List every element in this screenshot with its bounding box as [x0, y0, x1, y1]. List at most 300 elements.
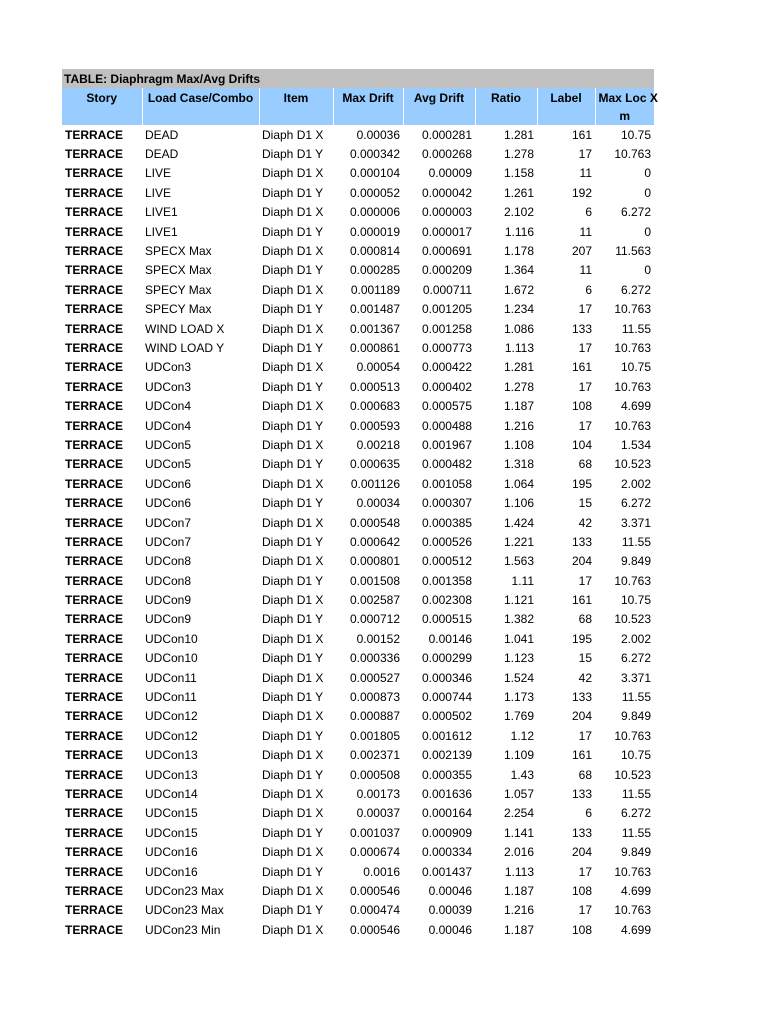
table-row	[62, 241, 654, 260]
ratio-cell: 1.178	[503, 244, 534, 259]
max-drift-cell: 0.000052	[349, 185, 400, 200]
max-loc-x-cell: 10.763	[614, 340, 652, 355]
table-row	[62, 823, 654, 842]
item-cell: Diaph D1 Y	[262, 864, 324, 879]
story-cell: TERRACE	[65, 612, 124, 627]
max-loc-x-cell: 2.002	[621, 476, 652, 491]
ratio-cell: 1.281	[503, 360, 534, 375]
label-cell: 133	[571, 825, 592, 840]
item-cell: Diaph D1 Y	[262, 767, 324, 782]
max-loc-x-cell: 10.523	[614, 767, 652, 782]
load-case-cell: UDCon9	[145, 593, 192, 608]
item-cell: Diaph D1 X	[262, 922, 324, 937]
avg-drift-cell: 0.000502	[421, 709, 472, 724]
max-drift-cell: 0.001037	[349, 825, 400, 840]
story-cell: TERRACE	[65, 709, 124, 724]
max-loc-x-cell: 1.534	[621, 437, 652, 452]
table-row	[62, 280, 654, 299]
avg-drift-cell: 0.001358	[421, 573, 472, 588]
item-cell: Diaph D1 Y	[262, 185, 324, 200]
story-cell: TERRACE	[65, 496, 124, 511]
max-loc-x-cell: 4.699	[621, 399, 652, 414]
load-case-cell: DEAD	[145, 147, 179, 162]
label-cell: 17	[578, 147, 592, 162]
header-max-loc-x: Max Loc X	[595, 88, 654, 107]
table-row	[62, 726, 654, 745]
ratio-cell: 1.261	[503, 185, 534, 200]
avg-drift-cell: 0.000422	[421, 360, 472, 375]
table-row	[62, 435, 654, 454]
ratio-cell: 1.43	[510, 767, 534, 782]
table-row	[62, 144, 654, 163]
table-row	[62, 804, 654, 823]
max-drift-cell: 0.000508	[349, 767, 400, 782]
label-cell: 161	[571, 593, 592, 608]
max-loc-x-cell: 11.55	[621, 786, 652, 801]
max-drift-cell: 0.00218	[356, 437, 400, 452]
label-cell: 161	[571, 360, 592, 375]
max-drift-cell: 0.000873	[349, 690, 400, 705]
load-case-cell: UDCon7	[145, 534, 192, 549]
max-loc-x-cell: 6.272	[621, 806, 652, 821]
load-case-cell: SPECX Max	[145, 263, 212, 278]
item-cell: Diaph D1 X	[262, 786, 324, 801]
load-case-cell: LIVE	[145, 166, 172, 181]
table-row	[62, 261, 654, 280]
table-row	[62, 300, 654, 319]
avg-drift-cell: 0.001636	[421, 786, 472, 801]
load-case-cell: UDCon10	[145, 631, 198, 646]
max-loc-x-cell: 10.763	[614, 302, 652, 317]
avg-drift-cell: 0.000744	[421, 690, 472, 705]
max-drift-cell: 0.000642	[349, 534, 400, 549]
label-cell: 195	[571, 476, 592, 491]
label-cell: 204	[571, 845, 592, 860]
max-loc-x-cell: 0	[644, 166, 652, 181]
unit-max-loc-x: m	[595, 107, 654, 125]
story-cell: TERRACE	[65, 690, 124, 705]
ratio-cell: 1.281	[503, 127, 534, 142]
max-drift-cell: 0.000474	[349, 903, 400, 918]
load-case-cell: DEAD	[145, 127, 179, 142]
load-case-cell: UDCon11	[145, 690, 197, 705]
load-case-cell: UDCon5	[145, 457, 192, 472]
load-case-cell: UDCon13	[145, 748, 198, 763]
max-drift-cell: 0.00054	[356, 360, 400, 375]
max-loc-x-cell: 9.849	[621, 709, 652, 724]
avg-drift-cell: 0.000402	[421, 379, 472, 394]
label-cell: 6	[585, 806, 592, 821]
item-cell: Diaph D1 Y	[262, 690, 324, 705]
unit-max-drift	[333, 107, 403, 125]
load-case-cell: UDCon4	[145, 418, 192, 433]
label-cell: 68	[578, 612, 592, 627]
story-cell: TERRACE	[65, 379, 124, 394]
avg-drift-cell: 0.001258	[421, 321, 472, 336]
ratio-cell: 1.382	[503, 612, 534, 627]
table-row	[62, 474, 654, 493]
label-cell: 133	[571, 534, 592, 549]
max-drift-cell: 0.000593	[349, 418, 400, 433]
max-drift-cell: 0.001126	[350, 476, 400, 491]
max-loc-x-cell: 10.75	[621, 748, 652, 763]
item-cell: Diaph D1 X	[262, 205, 324, 220]
max-drift-cell: 0.000887	[349, 709, 400, 724]
story-cell: TERRACE	[65, 244, 124, 259]
ratio-cell: 1.086	[503, 321, 534, 336]
ratio-cell: 1.121	[503, 593, 534, 608]
item-cell: Diaph D1 X	[262, 554, 324, 569]
story-cell: TERRACE	[65, 806, 124, 821]
item-cell: Diaph D1 X	[262, 845, 324, 860]
label-cell: 11	[579, 166, 592, 181]
table-row	[62, 338, 654, 357]
avg-drift-cell: 0.000711	[422, 282, 472, 297]
label-cell: 17	[578, 864, 592, 879]
table-row	[62, 765, 654, 784]
avg-drift-cell: 0.002139	[421, 748, 472, 763]
max-drift-cell: 0.001805	[349, 728, 400, 743]
max-loc-x-cell: 11.563	[615, 244, 652, 259]
load-case-cell: SPECY Max	[145, 282, 212, 297]
avg-drift-cell: 0.001967	[421, 437, 472, 452]
item-cell: Diaph D1 X	[262, 670, 324, 685]
max-drift-cell: 0.000342	[349, 147, 400, 162]
ratio-cell: 1.424	[503, 515, 534, 530]
story-cell: TERRACE	[65, 728, 124, 743]
label-cell: 42	[578, 670, 592, 685]
max-loc-x-cell: 3.371	[621, 670, 652, 685]
label-cell: 15	[578, 651, 592, 666]
max-drift-cell: 0.00152	[356, 631, 400, 646]
story-cell: TERRACE	[65, 457, 124, 472]
label-cell: 192	[571, 185, 592, 200]
label-cell: 161	[571, 748, 592, 763]
label-cell: 161	[571, 127, 592, 142]
story-cell: TERRACE	[65, 651, 124, 666]
item-cell: Diaph D1 X	[262, 360, 324, 375]
item-cell: Diaph D1 Y	[262, 302, 324, 317]
max-loc-x-cell: 3.371	[621, 515, 652, 530]
item-cell: Diaph D1 X	[262, 282, 324, 297]
item-cell: Diaph D1 Y	[262, 651, 324, 666]
max-loc-x-cell: 4.699	[621, 883, 652, 898]
load-case-cell: UDCon16	[145, 845, 198, 860]
table-row	[62, 862, 654, 881]
max-drift-cell: 0.000513	[349, 379, 400, 394]
avg-drift-cell: 0.000909	[421, 825, 472, 840]
avg-drift-cell: 0.00046	[428, 922, 472, 937]
table-row	[62, 125, 654, 144]
max-loc-x-cell: 10.523	[614, 457, 652, 472]
max-loc-x-cell: 10.523	[614, 612, 652, 627]
item-cell: Diaph D1 Y	[262, 147, 324, 162]
item-cell: Diaph D1 Y	[262, 379, 324, 394]
table-row	[62, 358, 654, 377]
max-drift-cell: 0.000861	[349, 340, 400, 355]
story-cell: TERRACE	[65, 224, 124, 239]
max-drift-cell: 0.001189	[350, 282, 400, 297]
label-cell: 17	[578, 903, 592, 918]
load-case-cell: LIVE	[145, 185, 172, 200]
load-case-cell: UDCon12	[145, 728, 198, 743]
avg-drift-cell: 0.000017	[421, 224, 472, 239]
ratio-cell: 2.254	[503, 806, 534, 821]
max-loc-x-cell: 10.763	[614, 573, 652, 588]
table-row	[62, 319, 654, 338]
max-loc-x-cell: 2.002	[621, 631, 652, 646]
max-drift-cell: 0.001508	[349, 573, 400, 588]
max-loc-x-cell: 10.75	[621, 360, 652, 375]
item-cell: Diaph D1 X	[262, 593, 324, 608]
load-case-cell: WIND LOAD X	[145, 321, 225, 336]
item-cell: Diaph D1 Y	[262, 728, 324, 743]
header-ratio: Ratio	[475, 88, 537, 107]
max-drift-cell: 0.000527	[349, 670, 400, 685]
ratio-cell: 1.141	[503, 825, 534, 840]
story-cell: TERRACE	[65, 903, 124, 918]
label-cell: 11	[579, 224, 592, 239]
load-case-cell: UDCon3	[145, 379, 192, 394]
load-case-cell: UDCon5	[145, 437, 192, 452]
load-case-cell: UDCon10	[145, 651, 198, 666]
table-row	[62, 571, 654, 590]
label-cell: 133	[571, 321, 592, 336]
max-drift-cell: 0.000814	[349, 244, 400, 259]
max-loc-x-cell: 6.272	[621, 496, 652, 511]
ratio-cell: 1.057	[503, 786, 534, 801]
unit-item	[259, 107, 333, 125]
max-drift-cell: 0.00036	[356, 127, 400, 142]
avg-drift-cell: 0.00009	[428, 166, 472, 181]
load-case-cell: UDCon23 Max	[145, 903, 224, 918]
max-drift-cell: 0.0016	[363, 864, 400, 879]
label-cell: 17	[578, 418, 592, 433]
ratio-cell: 1.216	[503, 903, 534, 918]
ratio-cell: 1.187	[503, 922, 534, 937]
avg-drift-cell: 0.000355	[421, 767, 472, 782]
ratio-cell: 1.12	[510, 728, 534, 743]
story-cell: TERRACE	[65, 282, 124, 297]
max-loc-x-cell: 10.763	[614, 903, 652, 918]
story-cell: TERRACE	[65, 883, 124, 898]
label-cell: 207	[571, 244, 592, 259]
header-label: Label	[537, 88, 595, 107]
table-row	[62, 610, 654, 629]
story-cell: TERRACE	[65, 147, 124, 162]
item-cell: Diaph D1 X	[262, 515, 324, 530]
item-cell: Diaph D1 Y	[262, 612, 324, 627]
story-cell: TERRACE	[65, 767, 124, 782]
max-drift-cell: 0.00037	[356, 806, 400, 821]
load-case-cell: UDCon3	[145, 360, 192, 375]
story-cell: TERRACE	[65, 127, 124, 142]
label-cell: 133	[571, 786, 592, 801]
avg-drift-cell: 0.000042	[421, 185, 472, 200]
label-cell: 6	[585, 205, 592, 220]
max-drift-cell: 0.00173	[356, 786, 400, 801]
item-cell: Diaph D1 X	[262, 166, 324, 181]
load-case-cell: UDCon16	[145, 864, 198, 879]
avg-drift-cell: 0.001205	[421, 302, 472, 317]
header-item: Item	[259, 88, 333, 107]
max-drift-cell: 0.000006	[349, 205, 400, 220]
header-story: Story	[62, 88, 142, 107]
max-drift-cell: 0.000336	[349, 651, 400, 666]
avg-drift-cell: 0.000512	[421, 554, 472, 569]
story-cell: TERRACE	[65, 476, 124, 491]
item-cell: Diaph D1 X	[262, 476, 324, 491]
item-cell: Diaph D1 X	[262, 127, 324, 142]
table-row	[62, 590, 654, 609]
load-case-cell: UDCon8	[145, 573, 192, 588]
max-loc-x-cell: 0	[644, 185, 652, 200]
story-cell: TERRACE	[65, 748, 124, 763]
table-row	[62, 377, 654, 396]
max-loc-x-cell: 0	[644, 224, 652, 239]
max-drift-cell: 0.000683	[349, 399, 400, 414]
item-cell: Diaph D1 Y	[262, 573, 324, 588]
story-cell: TERRACE	[65, 418, 124, 433]
table-title: TABLE: Diaphragm Max/Avg Drifts	[62, 69, 654, 88]
story-cell: TERRACE	[65, 786, 124, 801]
header-max-drift: Max Drift	[333, 88, 403, 107]
load-case-cell: UDCon8	[145, 554, 192, 569]
ratio-cell: 1.563	[503, 554, 534, 569]
item-cell: Diaph D1 X	[262, 748, 324, 763]
table-row	[62, 455, 654, 474]
load-case-cell: LIVE1	[145, 205, 178, 220]
label-cell: 17	[578, 573, 592, 588]
load-case-cell: LIVE1	[145, 224, 178, 239]
label-cell: 17	[578, 379, 592, 394]
max-loc-x-cell: 11.55	[621, 690, 652, 705]
item-cell: Diaph D1 Y	[262, 224, 324, 239]
ratio-cell: 1.158	[503, 166, 534, 181]
max-drift-cell: 0.000712	[349, 612, 400, 627]
table-title-row	[62, 69, 654, 88]
table-row	[62, 668, 654, 687]
ratio-cell: 2.016	[503, 845, 534, 860]
avg-drift-cell: 0.000691	[421, 244, 472, 259]
max-drift-cell: 0.001367	[349, 321, 400, 336]
avg-drift-cell: 0.000575	[421, 399, 472, 414]
load-case-cell: UDCon6	[145, 496, 192, 511]
story-cell: TERRACE	[65, 263, 124, 278]
ratio-cell: 1.672	[503, 282, 534, 297]
item-cell: Diaph D1 Y	[262, 496, 324, 511]
load-case-cell: UDCon9	[145, 612, 192, 627]
table-row	[62, 396, 654, 415]
ratio-cell: 1.123	[503, 651, 534, 666]
max-loc-x-cell: 4.699	[621, 922, 652, 937]
ratio-cell: 1.11	[511, 573, 534, 588]
ratio-cell: 1.524	[503, 670, 534, 685]
label-cell: 68	[578, 767, 592, 782]
item-cell: Diaph D1 X	[262, 399, 324, 414]
max-drift-cell: 0.000546	[349, 883, 400, 898]
label-cell: 11	[579, 263, 592, 278]
item-cell: Diaph D1 Y	[262, 903, 324, 918]
ratio-cell: 1.113	[504, 864, 534, 879]
table-row	[62, 881, 654, 900]
item-cell: Diaph D1 Y	[262, 534, 324, 549]
max-loc-x-cell: 10.763	[614, 147, 652, 162]
table-row	[62, 920, 654, 939]
item-cell: Diaph D1 Y	[262, 340, 324, 355]
ratio-cell: 1.187	[503, 883, 534, 898]
table-row	[62, 901, 654, 920]
max-drift-cell: 0.000635	[349, 457, 400, 472]
avg-drift-cell: 0.000334	[421, 845, 472, 860]
max-drift-cell: 0.000801	[349, 554, 400, 569]
max-drift-cell: 0.000674	[349, 845, 400, 860]
table-row	[62, 629, 654, 648]
story-cell: TERRACE	[65, 360, 124, 375]
avg-drift-cell: 0.000209	[421, 263, 472, 278]
load-case-cell: UDCon6	[145, 476, 192, 491]
item-cell: Diaph D1 X	[262, 709, 324, 724]
item-cell: Diaph D1 Y	[262, 418, 324, 433]
story-cell: TERRACE	[65, 399, 124, 414]
max-loc-x-cell: 6.272	[621, 651, 652, 666]
item-cell: Diaph D1 X	[262, 806, 324, 821]
table-row	[62, 842, 654, 861]
avg-drift-cell: 0.000385	[421, 515, 472, 530]
story-cell: TERRACE	[65, 593, 124, 608]
label-cell: 6	[585, 282, 592, 297]
label-cell: 133	[571, 690, 592, 705]
avg-drift-cell: 0.000003	[421, 205, 472, 220]
avg-drift-cell: 0.002308	[421, 593, 472, 608]
ratio-cell: 1.318	[503, 457, 534, 472]
ratio-cell: 1.064	[503, 476, 534, 491]
table-row	[62, 513, 654, 532]
avg-drift-cell: 0.00146	[428, 631, 472, 646]
story-cell: TERRACE	[65, 573, 124, 588]
max-loc-x-cell: 11.55	[621, 534, 652, 549]
avg-drift-cell: 0.000773	[421, 340, 472, 355]
story-cell: TERRACE	[65, 845, 124, 860]
label-cell: 195	[571, 631, 592, 646]
max-drift-cell: 0.001487	[349, 302, 400, 317]
story-cell: TERRACE	[65, 631, 124, 646]
ratio-cell: 1.221	[503, 534, 534, 549]
ratio-cell: 1.106	[503, 496, 534, 511]
label-cell: 108	[571, 399, 592, 414]
load-case-cell: UDCon11	[145, 670, 197, 685]
label-cell: 17	[578, 728, 592, 743]
table-row	[62, 649, 654, 668]
avg-drift-cell: 0.001437	[421, 864, 472, 879]
item-cell: Diaph D1 X	[262, 437, 324, 452]
ratio-cell: 1.216	[503, 418, 534, 433]
max-loc-x-cell: 11.55	[621, 825, 652, 840]
avg-drift-cell: 0.00046	[428, 883, 472, 898]
table-row	[62, 687, 654, 706]
load-case-cell: UDCon15	[145, 825, 198, 840]
table-row	[62, 707, 654, 726]
max-loc-x-cell: 10.763	[614, 864, 652, 879]
story-cell: TERRACE	[65, 922, 124, 937]
item-cell: Diaph D1 Y	[262, 825, 324, 840]
load-case-cell: UDCon23 Max	[145, 883, 224, 898]
max-loc-x-cell: 0	[644, 263, 652, 278]
story-cell: TERRACE	[65, 205, 124, 220]
item-cell: Diaph D1 X	[262, 321, 324, 336]
ratio-cell: 1.364	[503, 263, 534, 278]
column-header-row	[62, 88, 654, 107]
